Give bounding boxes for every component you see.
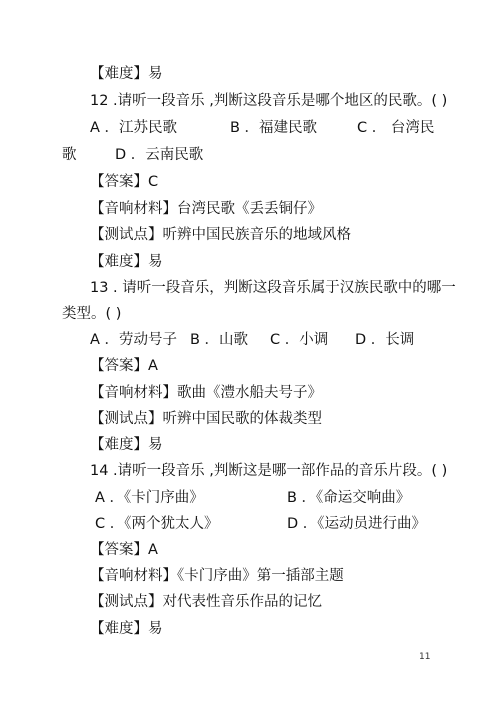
q13-stem-line2: 类型。( ): [62, 306, 122, 322]
q12-test-point: 【测试点】听辨中国民族音乐的地域风格: [90, 227, 351, 243]
q12-material: 【音响材料】台湾民歌《丢丢铜仔》: [90, 201, 322, 217]
q13-option-d: D ．长调: [355, 332, 415, 348]
q12-option-c-cont: 歌: [62, 147, 77, 163]
q12-option-b: B ．福建民歌: [230, 120, 318, 136]
q13-material: 【音响材料】歌曲《澧水船夫号子》: [90, 385, 322, 401]
q13-option-b: B ．山歌: [190, 332, 249, 348]
q13-test-point: 【测试点】听辨中国民歌的体裁类型: [90, 411, 322, 427]
q14-option-d: D ．《运动员进行曲》: [287, 516, 427, 532]
q13-difficulty: 【难度】易: [90, 437, 163, 453]
q14-test-point: 【测试点】对代表性音乐作品的记忆: [90, 594, 322, 610]
q12-option-c: C ． 台湾民: [357, 120, 435, 136]
prev-difficulty: 【难度】易: [90, 66, 163, 82]
q12-option-a: A ．江苏民歌: [90, 120, 178, 136]
q14-difficulty: 【难度】易: [90, 621, 163, 637]
q13-option-a: A ．劳动号子: [90, 332, 178, 348]
q12-stem: 12 .请听一段音乐 ,判断这段音乐是哪个地区的民歌。( ): [90, 93, 448, 109]
q14-answer: 【答案】A: [90, 542, 158, 558]
page-number: 11: [419, 652, 431, 662]
q12-option-d: D ．云南民歌: [115, 147, 204, 163]
q14-option-c: C ．《两个犹太人》: [95, 516, 219, 532]
q13-stem-line1: 13 . 请听一段音乐，判断这段音乐属于汉族民歌中的哪一: [90, 280, 456, 296]
q14-option-b: B ．《命运交响曲》: [287, 490, 411, 506]
q14-stem: 14 .请听一段音乐 ,判断这是哪一部作品的音乐片段。( ): [90, 463, 448, 479]
q13-answer: 【答案】A: [90, 358, 158, 374]
q12-difficulty: 【难度】易: [90, 254, 163, 270]
q14-option-a: A ．《卡门序曲》: [95, 490, 204, 506]
q12-answer: 【答案】C: [90, 174, 159, 190]
q13-option-c: C ．小调: [270, 332, 329, 348]
q14-material: 【音响材料】《卡门序曲》第一插部主题: [90, 568, 344, 584]
